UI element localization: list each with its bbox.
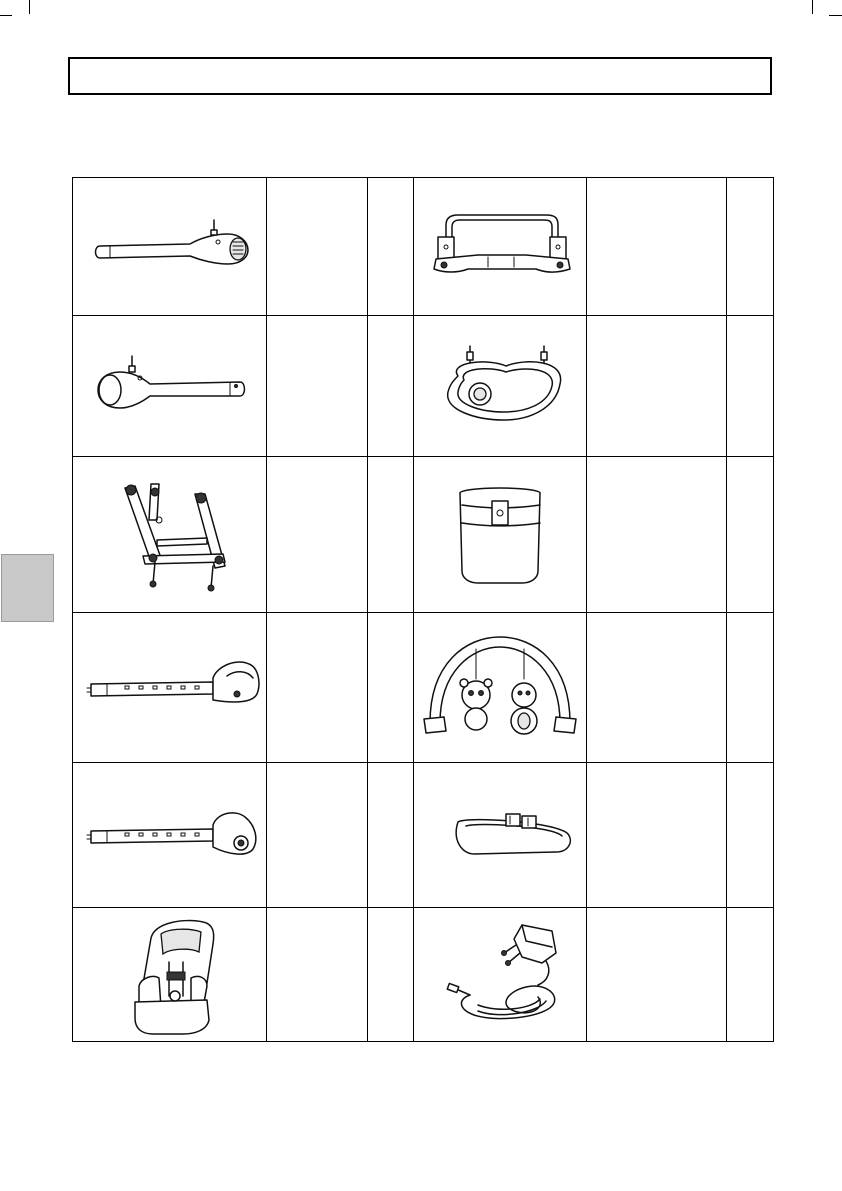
basket-cover-icon <box>418 475 583 595</box>
tray-table-icon <box>418 336 583 436</box>
part-image-cell <box>414 457 587 613</box>
part-qty-cell <box>368 178 414 316</box>
part-name-cell <box>267 178 368 316</box>
part-qty-cell <box>727 178 774 316</box>
crop-mark-right-h <box>829 15 842 16</box>
table-row <box>73 457 774 613</box>
part-name-cell <box>587 763 727 908</box>
part-qty-cell <box>368 613 414 763</box>
part-name-cell <box>587 457 727 613</box>
table-row <box>73 316 774 457</box>
part-qty-cell <box>727 908 774 1042</box>
part-qty-cell <box>368 316 414 457</box>
parts-table <box>72 177 774 1042</box>
table-row <box>73 763 774 908</box>
upright-tube-right-icon <box>77 795 262 875</box>
part-name-cell <box>267 457 368 613</box>
part-image-cell <box>414 763 587 908</box>
crop-mark-left-v <box>29 0 30 14</box>
part-image-cell <box>414 613 587 763</box>
part-image-cell <box>73 178 267 316</box>
crop-mark-left-h <box>0 15 12 16</box>
main-frame-icon <box>95 470 245 600</box>
part-name-cell <box>267 613 368 763</box>
part-image-cell <box>73 763 267 908</box>
part-qty-cell <box>727 316 774 457</box>
part-qty-cell <box>727 613 774 763</box>
leg-tube-left-hub-icon <box>80 212 260 282</box>
table-row <box>73 178 774 316</box>
part-qty-cell <box>727 457 774 613</box>
part-name-cell <box>587 613 727 763</box>
seat-unit-icon <box>95 912 245 1038</box>
handle-bar-frame-icon <box>418 207 583 287</box>
toy-bar-icon <box>416 623 584 753</box>
table-row <box>73 908 774 1042</box>
part-image-cell <box>73 908 267 1042</box>
part-name-cell <box>267 908 368 1042</box>
leg-tube-right-hub-icon <box>80 346 260 426</box>
table-row <box>73 613 774 763</box>
part-name-cell <box>267 763 368 908</box>
part-name-cell <box>587 178 727 316</box>
part-image-cell <box>414 908 587 1042</box>
crop-mark-right-v <box>812 0 813 14</box>
part-qty-cell <box>727 763 774 908</box>
part-image-cell <box>73 457 267 613</box>
power-adapter-icon <box>418 913 583 1037</box>
foot-tray-icon <box>418 790 583 880</box>
part-qty-cell <box>368 763 414 908</box>
part-image-cell <box>414 178 587 316</box>
section-tab <box>1 554 54 622</box>
upright-tube-left-icon <box>77 648 262 728</box>
part-qty-cell <box>368 908 414 1042</box>
part-qty-cell <box>368 457 414 613</box>
part-image-cell <box>73 316 267 457</box>
part-name-cell <box>587 316 727 457</box>
title-box <box>68 57 772 95</box>
part-name-cell <box>267 316 368 457</box>
part-name-cell <box>587 908 727 1042</box>
part-image-cell <box>414 316 587 457</box>
part-image-cell <box>73 613 267 763</box>
